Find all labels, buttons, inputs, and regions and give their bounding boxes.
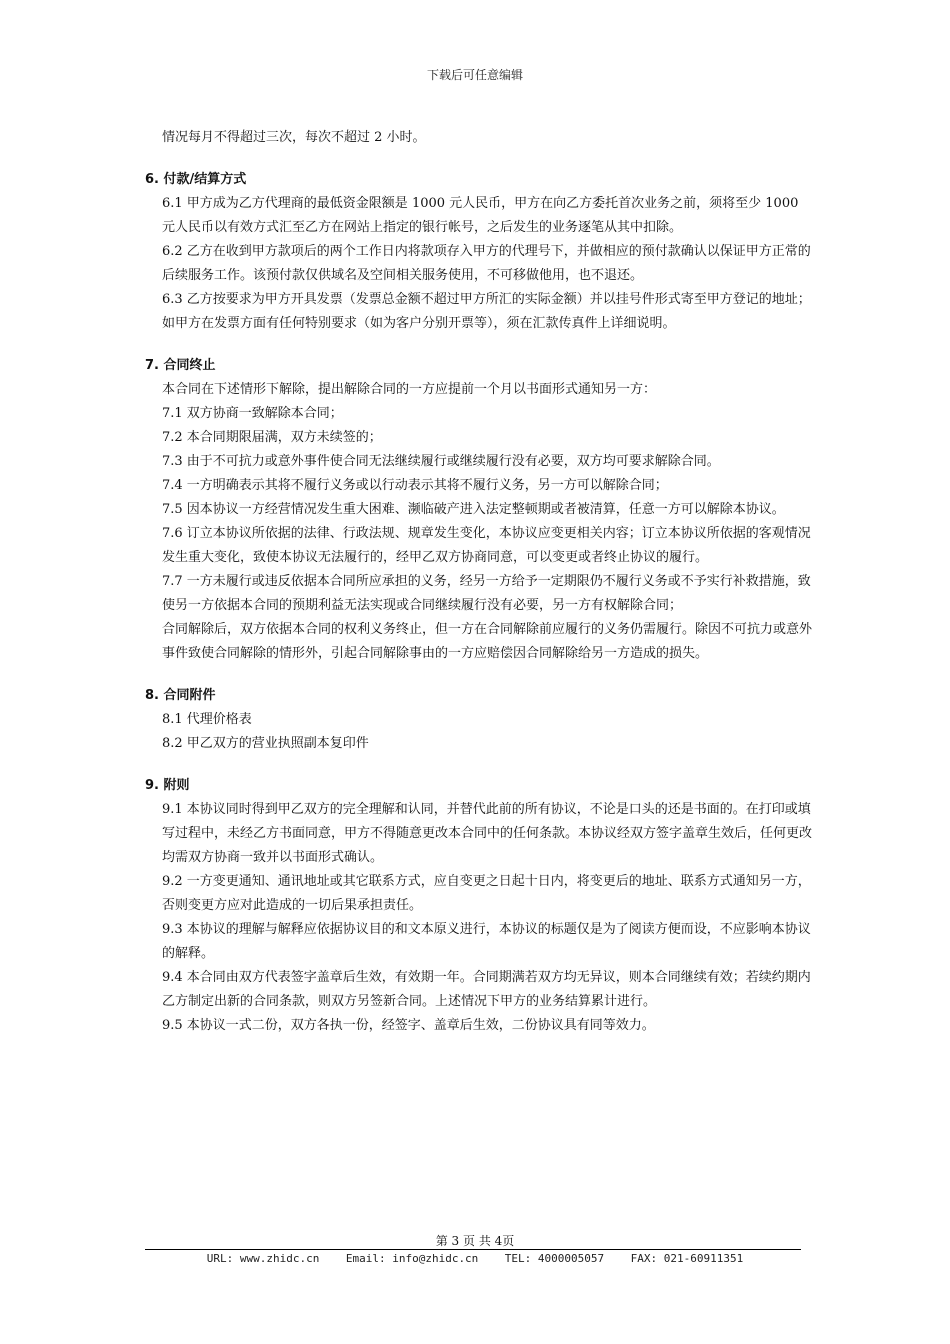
section-termination [145, 354, 813, 666]
section-heading: 7. 合同终止 [145, 358, 216, 373]
page-number: 第 3 页 共 4页 [435, 1234, 515, 1248]
clause: 7.1 双方协商一致解除本合同； [162, 406, 343, 421]
intro-paragraph: 情况每月不得超过三次，每次不超过 2 小时。 [162, 130, 426, 145]
clause: 6.2 乙方在收到甲方款项后的两个工作日内将款项存入甲方的代理号下，并做相应的预付款确认以保证甲方正常的后续服务工作。该预付款仅供域名及空间相关服务使用，不可移做他用，也不退还。 [162, 244, 811, 283]
clause: 7.5 因本协议一方经营情况发生重大困难、濒临破产进入法定整顿期或者被清算，任意一方可以解除本协议。 [162, 502, 785, 517]
clause: 8.2 甲乙双方的营业执照副本复印件 [162, 736, 369, 751]
clause: 合同解除后，双方依据本合同的权利义务终止，但一方在合同解除前应履行的义务仍需履行。除因不可抗力或意外事件致使合同解除的情形外，引起合同解除事由的一方应赔偿因合同解除给另一方造成的损失。 [162, 622, 813, 661]
document-body [145, 126, 813, 1038]
clause: 8.1 代理价格表 [162, 712, 252, 727]
section-supplementary [145, 774, 813, 1038]
clause: 9.1 本协议同时得到甲乙双方的完全理解和认同，并替代此前的所有协议，不论是口头的还是书面的。在打印或填写过程中，未经乙方书面同意，甲方不得随意更改本合同中的任何条款。本协议经双方签字盖章生效后，任何更改均需双方协商一致并以书面形式确认。 [162, 802, 813, 865]
clause: 7.2 本合同期限届满，双方未续签的； [162, 430, 382, 445]
clause: 9.5 本协议一式二份，双方各执一份，经签字、盖章后生效，二份协议具有同等效力。 [162, 1018, 655, 1033]
clause: 7.6 订立本协议所依据的法律、行政法规、规章发生变化，本协议应变更相关内容；订立本协议所依据的客观情况发生重大变化，致使本协议无法履行的，经甲乙双方协商同意，可以变更或者终止协议的履行。 [162, 526, 811, 565]
clause: 9.2 一方变更通知、通讯地址或其它联系方式，应自变更之日起十日内，将变更后的地址、联系方式通知另一方，否则变更方应对此造成的一切后果承担责任。 [162, 874, 811, 913]
clause: 7.7 一方未履行或违反依据本合同所应承担的义务，经另一方给予一定期限仍不履行义务或不予实行补救措施，致使另一方依据本合同的预期利益无法实现或合同继续履行没有必要，另一方有权解除合同； [162, 574, 811, 613]
clause: 7.4 一方明确表示其将不履行义务或以行动表示其将不履行义务，另一方可以解除合同； [162, 478, 668, 493]
clause: 6.1 甲方成为乙方代理商的最低资金限额是 1000 元人民币，甲方在向乙方委托首次业务之前，须将至少 1000 元人民币以有效方式汇至乙方在网站上指定的银行帐号，之后发生的业务逐笔从其中扣除。 [162, 196, 799, 235]
clause: 本合同在下述情形下解除，提出解除合同的一方应提前一个月以书面形式通知另一方： [162, 382, 657, 397]
page-header: 下载后可任意编辑 [426, 68, 523, 82]
section-attachments [145, 684, 813, 756]
clause: 9.4 本合同由双方代表签字盖章后生效，有效期一年。合同期满若双方均无异议，则本合同继续有效；若续约期内乙方制定出新的合同条款，则双方另签新合同。上述情况下甲方的业务结算累计进行。 [162, 970, 811, 1009]
clause: 6.3 乙方按要求为甲方开具发票（发票总金额不超过甲方所汇的实际金额）并以挂号件形式寄至甲方登记的地址；如甲方在发票方面有任何特别要求（如为客户分别开票等），须在汇款传真件上详细说明。 [162, 292, 811, 331]
section-payment [145, 168, 813, 336]
clause: 7.3 由于不可抗力或意外事件使合同无法继续履行或继续履行没有必要，双方均可要求解除合同。 [162, 454, 720, 469]
page-footer: URL: www.zhidc.cn Email: info@zhidc.cn TEL: 4000005057 FAX: 021-60911351 [206, 1252, 744, 1265]
clause: 9.3 本协议的理解与解释应依据协议目的和文本原义进行，本协议的标题仅是为了阅读方便而设，不应影响本协议的解释。 [162, 922, 811, 961]
footer-divider [145, 1249, 801, 1250]
section-heading: 6. 付款/结算方式 [145, 172, 247, 187]
section-heading: 9. 附则 [145, 778, 190, 793]
section-heading: 8. 合同附件 [145, 688, 216, 703]
